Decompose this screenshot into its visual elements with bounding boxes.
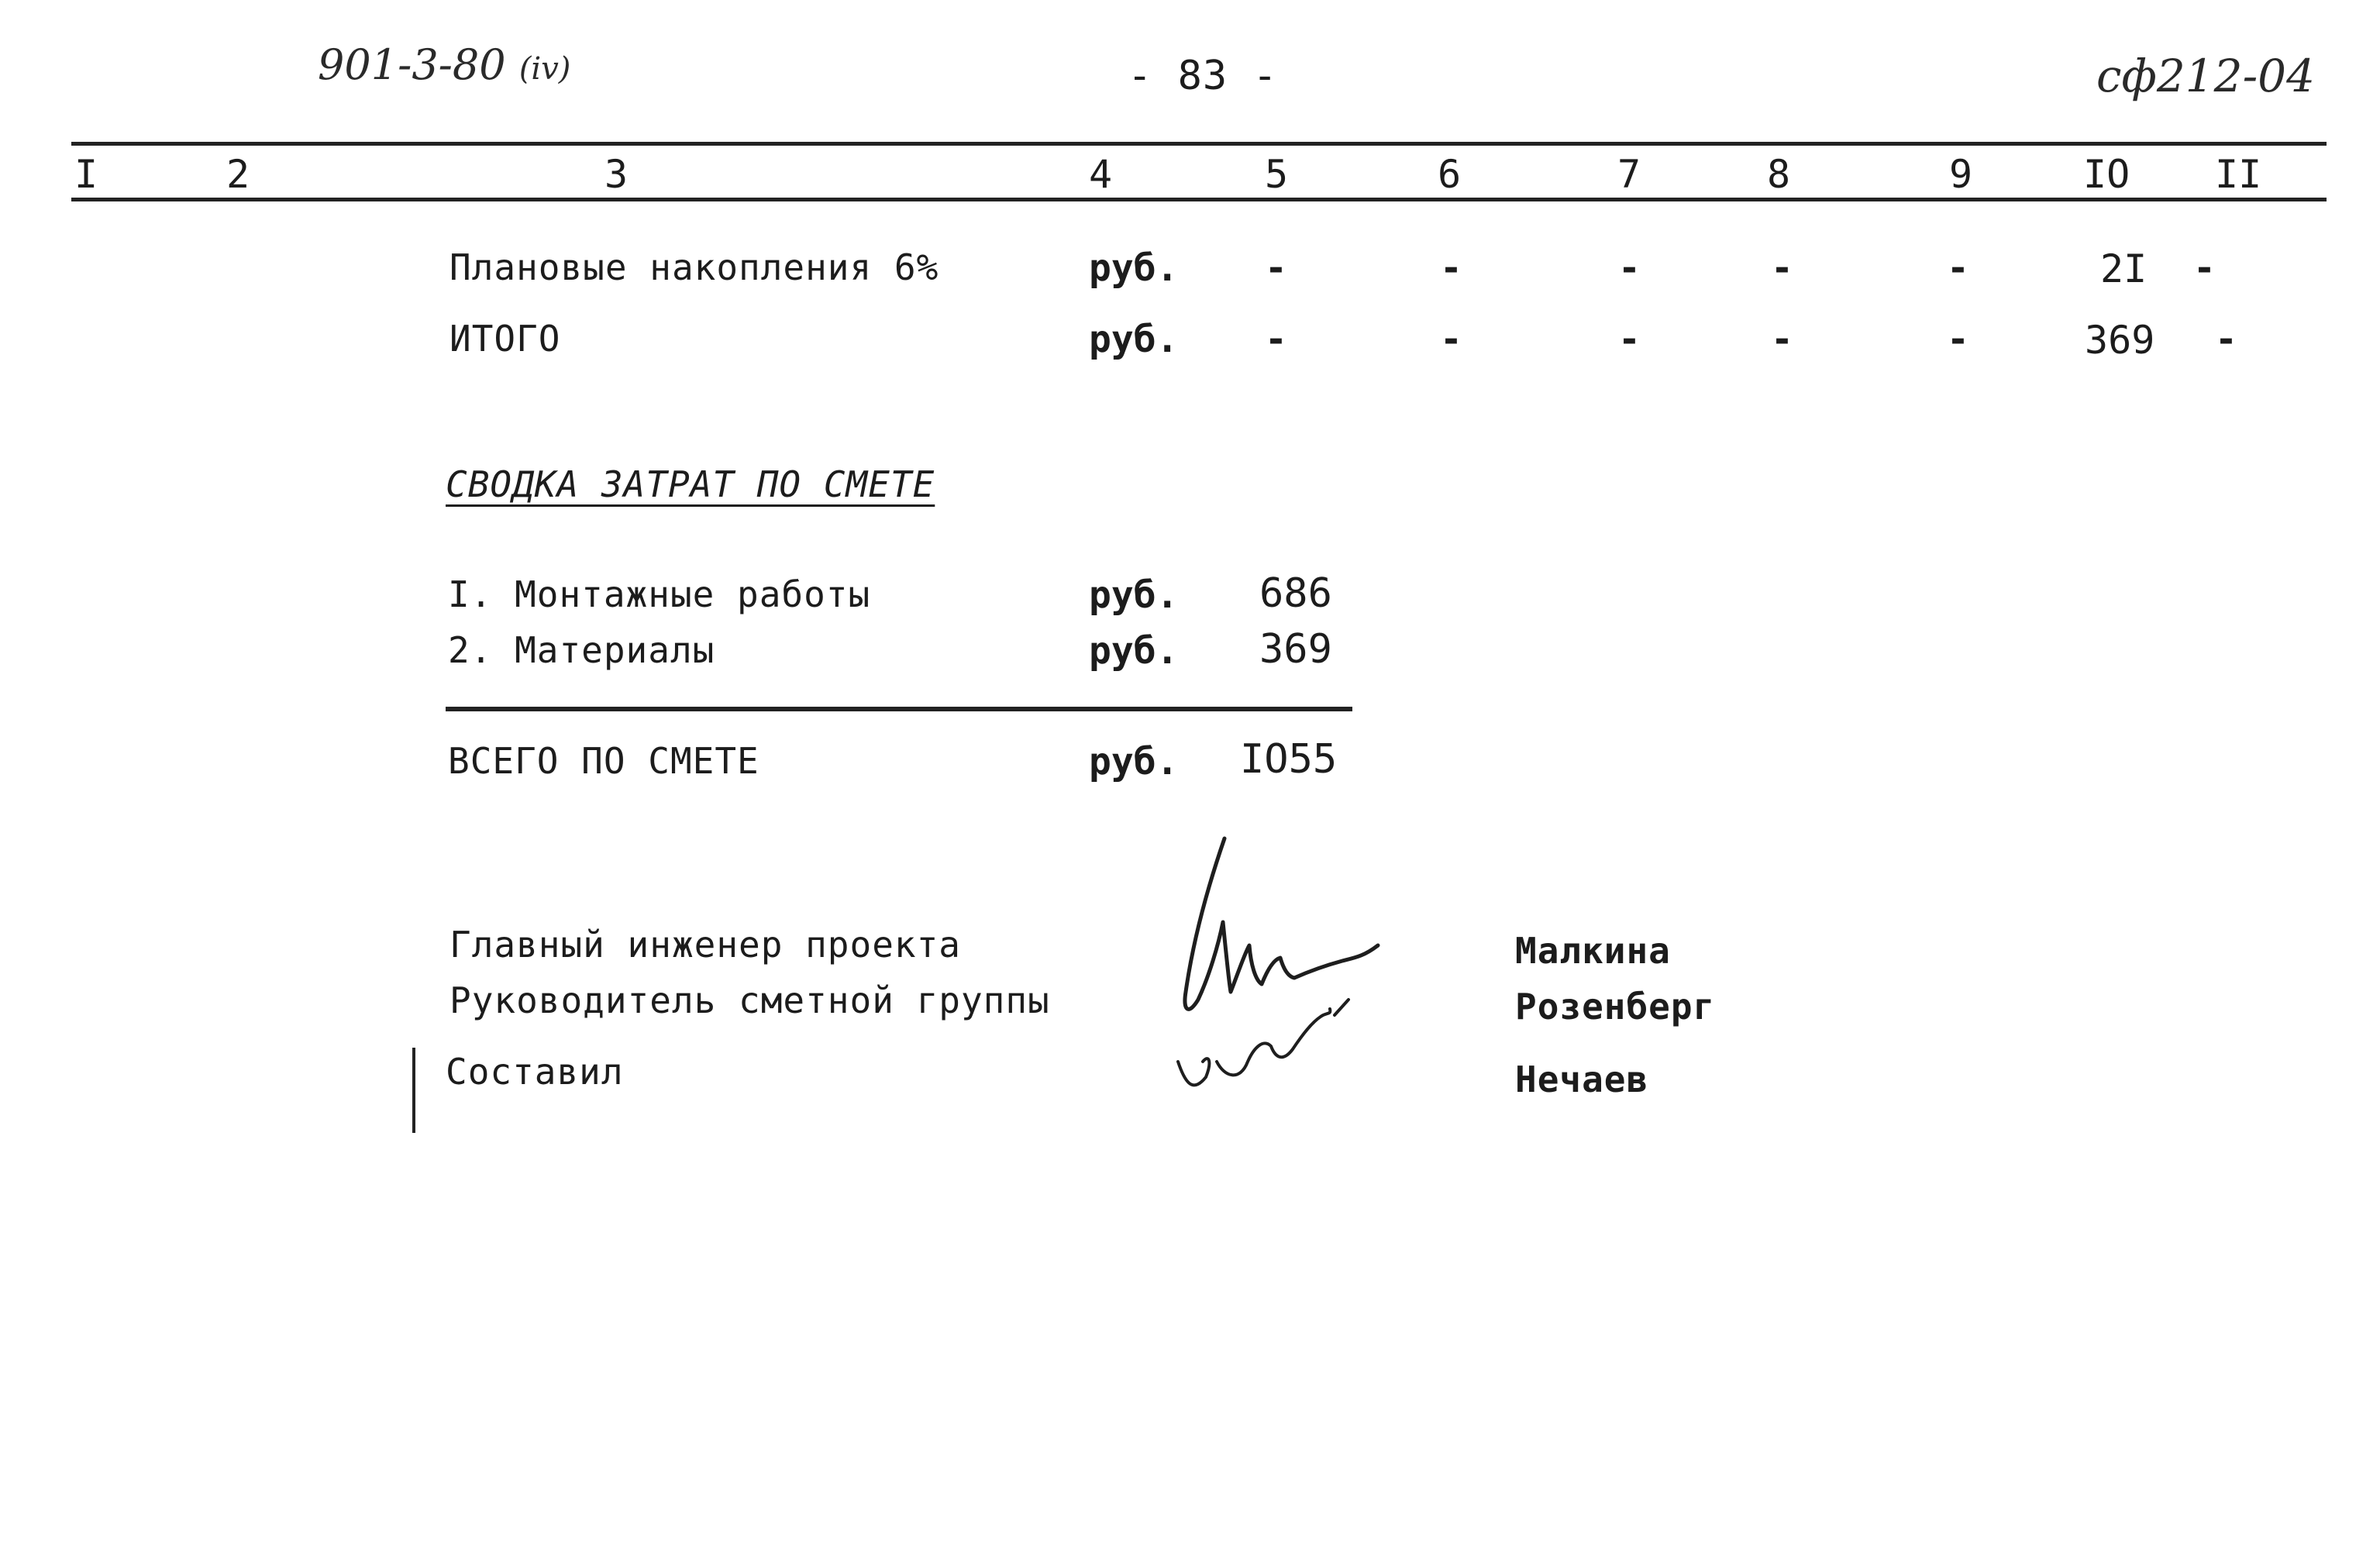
summary-total-unit: руб. — [1089, 740, 1179, 783]
row-unit: руб. — [1089, 318, 1179, 361]
document-code: 901-3-80 — [318, 40, 506, 89]
column-header-10: IO — [2083, 152, 2130, 197]
cell-c6: - — [1440, 246, 1462, 290]
name-nechaev: Нечаев — [1515, 1059, 1649, 1100]
column-header-5: 5 — [1265, 152, 1289, 197]
summary-total-value: IO55 — [1240, 736, 1338, 783]
cell-c9: - — [1947, 246, 1969, 290]
column-header-6: 6 — [1438, 152, 1462, 197]
document-code-left — [318, 40, 570, 89]
cell-c8: - — [1771, 318, 1793, 361]
margin-mark — [412, 1048, 415, 1133]
column-header-9: 9 — [1949, 152, 1973, 197]
summary-title: СВОДКА ЗАТРАТ ПО СМЕТЕ — [446, 463, 935, 505]
document-code-right: сф212-04 — [2096, 50, 2315, 102]
role-chief-engineer: Главный инженер проекта — [449, 924, 961, 966]
cell-c6: - — [1440, 318, 1462, 361]
cell-c8: - — [1771, 246, 1793, 290]
column-header-2: 2 — [226, 152, 250, 197]
column-header-4: 4 — [1089, 152, 1113, 197]
summary-item-value: 686 — [1259, 570, 1332, 617]
cell-c7: - — [1618, 318, 1641, 361]
cell-c11: - — [2193, 246, 2216, 290]
column-header-3: 3 — [604, 152, 629, 197]
column-header-1: I — [74, 152, 98, 197]
summary-item-unit: руб. — [1089, 629, 1179, 673]
cell-c5: - — [1265, 318, 1287, 361]
column-header-11: II — [2215, 152, 2262, 197]
cell-c11: - — [2215, 318, 2237, 361]
table-header-bottom-rule — [71, 198, 2327, 201]
summary-item-value: 369 — [1259, 626, 1332, 673]
cell-c5: - — [1265, 246, 1287, 290]
column-header-8: 8 — [1767, 152, 1791, 197]
signature-drawing — [1131, 829, 1410, 1108]
role-estimate-group-head: Руководитель сметной группы — [449, 979, 1050, 1021]
summary-total-label: ВСЕГО ПО СМЕТЕ — [448, 740, 759, 782]
cell-c10: 369 — [2085, 318, 2155, 363]
cell-c9: - — [1947, 318, 1969, 361]
cell-c10: 2I — [2100, 246, 2148, 291]
row-unit: руб. — [1089, 246, 1179, 290]
summary-divider — [446, 707, 1352, 711]
name-malkina: Малкина — [1515, 930, 1671, 972]
summary-item-materials: 2. Материалы — [448, 629, 715, 671]
name-rosenberg: Розенберг — [1515, 986, 1716, 1028]
role-compiled-by: Составил — [446, 1051, 624, 1093]
row-label-total: ИТОГО — [449, 318, 561, 360]
row-label-planned-savings: Плановые накопления 6% — [449, 246, 939, 288]
page-number: - 83 - — [1128, 53, 1278, 99]
summary-item-installation: I. Монтажные работы — [448, 573, 871, 615]
table-top-rule — [71, 142, 2327, 146]
column-header-7: 7 — [1617, 152, 1641, 197]
cell-c7: - — [1618, 246, 1641, 290]
summary-item-unit: руб. — [1089, 573, 1179, 617]
document-code-suffix: (iv) — [518, 51, 571, 87]
